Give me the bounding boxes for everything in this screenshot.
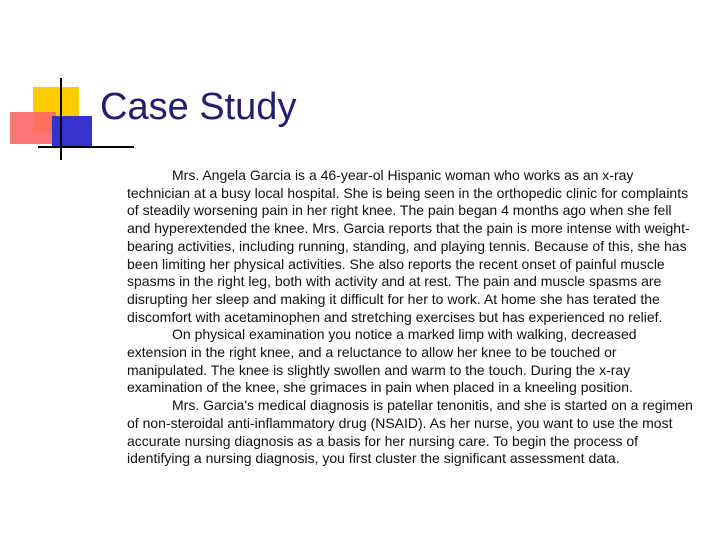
paragraph-examination: On physical examination you notice a marked limp with walking, decreased extension in the right knee, and a reluctance to allow her knee to be touched or manipulated. The knee is slightly swollen and warm to the touch. During the x-ray examination of the knee, she grimaces in pain when placed in a kneeling position. bbox=[127, 326, 637, 396]
decor-horizontal-line bbox=[38, 146, 134, 148]
paragraph-history: Mrs. Angela Garcia is a 46-year-ol Hispanic woman who works as an x-ray technician at a busy local hospital. She is being seen in the orthopedic clinic for complaints of steadily worsening pain in her right knee. The pain began 4 months ago when she fell and hyperextended the knee. Mrs. Garcia reports that the pain is more intense with weight-bearing activities, including running, standing, and playing tennis. Because of this, she has been limiting her physical activities. She also reports the recent onset of painful muscle spasms in the right leg, both with activity and at rest. The pain and muscle spasms are disrupting her sleep and making it difficult for her to work. At home she has terated the discomfort with acetaminophen and stretching exercises but has experienced no relief. bbox=[127, 167, 690, 325]
decor-blue-square bbox=[52, 116, 92, 148]
paragraph-diagnosis: Mrs. Garcia's medical diagnosis is patellar tenonitis, and she is started on a regimen of non-steroidal anti-inflammatory drug (NSAID). As her nurse, you want to use the most accurate nursing diagnosis as a basis for her nursing care. To begin the process of identifying a nursing diagnosis, you first cluster the significant assessment data. bbox=[127, 397, 693, 467]
slide-title: Case Study bbox=[100, 86, 297, 128]
decor-red-square bbox=[10, 112, 56, 144]
slide-body bbox=[127, 167, 697, 468]
